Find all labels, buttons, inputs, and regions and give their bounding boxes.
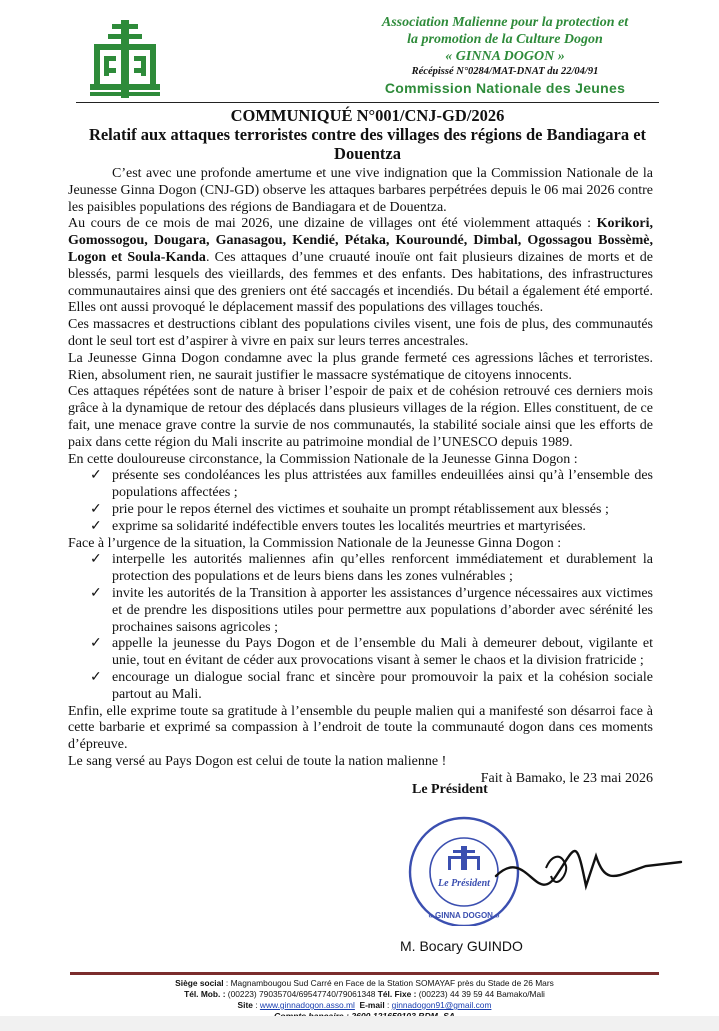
paragraph-2 [68, 216, 653, 317]
assoc-line-1: Association Malienne pour la protection et [381, 15, 629, 30]
checkmark-icon: ✓ [90, 552, 102, 568]
checkmark-icon: ✓ [90, 669, 102, 685]
footer-phones: Tél. Mob. : (00223) 79035704/69547740/79061348 Tél. Fixe : (00223) 44 39 59 44 Bamako/Mali [184, 989, 545, 999]
demands-list [68, 552, 653, 703]
list-item: ✓ présente ses condoléances les plus attristées aux familles endeuillées ainsi qu’à l’ensemble des populations affectées ; [90, 468, 653, 501]
assoc-line-3: « GINNA DOGON » [445, 49, 565, 64]
stamp-center-text: Le Président [438, 878, 490, 889]
list-item: ✓ exprime sa solidarité indéfectible envers toutes les localités meurtries et martyrisées. [90, 518, 586, 534]
communique-title [68, 106, 667, 163]
signature-scribble [496, 851, 681, 886]
list-item: ✓ invite les autorités de la Transition à apporter les assistances d’urgence nécessaires aux victimes et de prendre les dispositions utiles pour permettre aux populations d’aborder avec sérénité les prochaines saisons agricoles ; [90, 585, 653, 635]
official-stamp-and-signature [396, 806, 686, 926]
email-link[interactable]: ginnadogon91@gmail.com [391, 1000, 492, 1010]
ginna-dogon-logo [90, 20, 160, 98]
paragraph-3: Ces massacres et destructions ciblant des populations civiles visent, une fois de plus, des communautés dont le seul tort est d’aspirer à vivre en paix sur leurs terres ancestrales. [68, 317, 653, 349]
assoc-line-2: la promotion de la Culture Dogon [407, 32, 603, 47]
communique-subject: Relatif aux attaques terroristes contre des villages des régions de Bandiagara et Douentza [88, 125, 647, 163]
president-title: Le Président [412, 782, 488, 797]
paragraph-6: En cette douloureuse circonstance, la Commission Nationale de la Jeunesse Ginna Dogon : [68, 451, 578, 467]
recepisse: Récépissé N°0284/MAT-DNAT du 22/04/91 [411, 66, 599, 77]
checkmark-icon: ✓ [90, 585, 102, 601]
header-divider [76, 102, 659, 103]
condolence-list [68, 468, 653, 535]
date-line: Fait à Bamako, le 23 mai 2026 [480, 770, 653, 786]
village-list: Korikori, Gomossogou, Dougara, Ganasagou, Kendié, Pétaka, Kouroundé, Dimbal, Ogossagou Bossèmè, Logon et Soula-Kanda [68, 216, 653, 265]
footer-address: Siège social : Magnambougou Sud Carré en Face de la Station SOMAYAF près du Stade de 26 Mars [175, 978, 554, 988]
checkmark-icon: ✓ [90, 636, 102, 652]
checkmark-icon: ✓ [90, 468, 102, 484]
paragraph-2-start: Au cours de ce mois de mai 2026, une dizaine de villages ont été violemment attaqués : [68, 216, 597, 232]
communique-body [68, 166, 653, 787]
paragraph-1: C’est avec une profonde amertume et une vive indignation que la Commission Nationale de la Jeunesse Ginna Dogon (CNJ-GD) observe les attaques barbares perpétrées depuis le 06 mai 2026 contre les paisibles populations des régions de Bandiagara et de Douentza. [68, 166, 653, 215]
paragraph-4: La Jeunesse Ginna Dogon condamne avec la plus grande fermeté ces agressions lâches et terroristes. Rien, absolument rien, ne saurait justifier le massacre systématique de citoyens innocents. [68, 350, 653, 383]
website-link[interactable]: www.ginnadogon.asso.ml [259, 1000, 355, 1010]
paragraph-2-end: . Ces attaques d’une cruauté inouïe ont fait plusieurs dizaines de morts et de blessés, parmi lesquels des vieillards, des femmes et des enfants. Des habitations, des infrastructures communautaires ainsi que des greniers ont été saccagés et incendiés. Du bétail a également été emporté. Elles ont aussi provoqué le déplacement massif des populations des villages touchés. [68, 249, 653, 316]
page-bottom-band [0, 1016, 719, 1031]
stamp-bottom-text: « GINNA DOGON » [428, 911, 500, 920]
paragraph-7: Face à l’urgence de la situation, la Commission Nationale de la Jeunesse Ginna Dogon : [68, 535, 562, 551]
footer-contacts: Site : www.ginnadogon.asso.ml E-mail : ginnadogon91@gmail.com [237, 1000, 492, 1010]
list-item: ✓ interpelle les autorités maliennes afin qu’elles renforcent immédiatement et durablement la protection des populations et de leurs biens dans les zones vulnérables ; [90, 552, 653, 585]
checkmark-icon: ✓ [90, 518, 102, 534]
paragraph-9: Le sang versé au Pays Dogon est celui de toute la nation malienne ! [68, 753, 447, 769]
commission-name: Commission Nationale des Jeunes [384, 80, 626, 96]
president-name: M. Bocary GUINDO [400, 938, 523, 954]
list-item: ✓ prie pour le repos éternel des victimes et souhaite un prompt rétablissement aux blessés ; [90, 501, 609, 517]
footer-divider [70, 972, 659, 975]
checkmark-icon: ✓ [90, 501, 102, 517]
list-item: ✓ appelle la jeunesse du Pays Dogon et de l’ensemble du Mali à demeurer debout, vigilante et unie, tout en évitant de céder aux provocations visant à semer le chaos et la division fratricide ; [90, 636, 653, 669]
paragraph-8: Enfin, elle exprime toute sa gratitude à l’ensemble du peuple malien qui a manifesté son désarroi face à cette barbarie et exprimé sa compassion à l’endroit de toute la communauté dogon dans ces moments d’épreuve. [68, 703, 653, 753]
communique-number: COMMUNIQUÉ N°001/CNJ-GD/2026 [230, 106, 505, 125]
association-header [340, 14, 670, 97]
list-item: ✓ encourage un dialogue social franc et sincère pour promouvoir la paix et la cohésion sociale partout au Mali. [90, 669, 653, 702]
paragraph-5: Ces attaques répétées sont de nature à briser l’espoir de paix et de cohésion retrouvé ces derniers mois grâce à la dynamique de retour des déplacés dans plusieurs villages de la région. Elles constituent, de ce fait, une menace grave contre la survie de nos communautés, la stabilité sociale ainsi que les efforts de paix dans cette région du Mali inscrite au patrimoine mondial de l’UNESCO depuis 1989. [68, 384, 653, 450]
